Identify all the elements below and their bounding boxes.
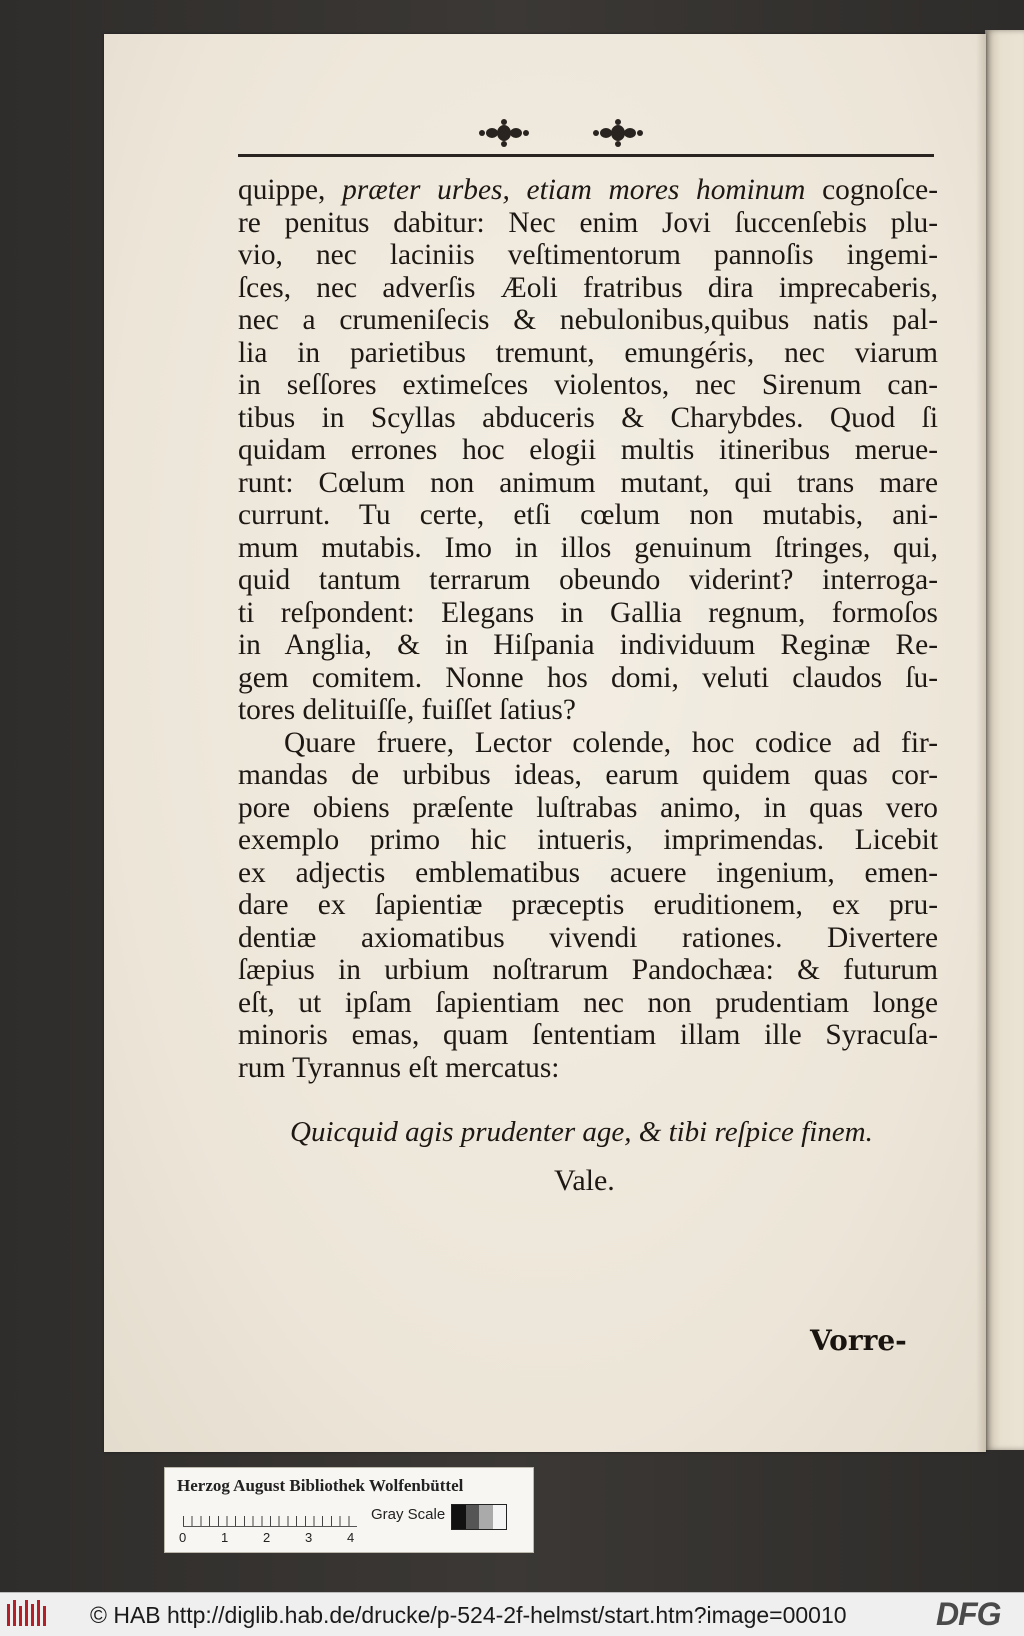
header-rule [238, 154, 934, 157]
text-run: minoris emas, quam ſententiam illam ille Syracuſa- [238, 1019, 938, 1051]
text-line [238, 857, 938, 890]
text-line [238, 174, 938, 207]
card-title: Herzog August Bibliothek Wolfenbüttel [177, 1476, 464, 1495]
closing-vale: Vale. [554, 1164, 615, 1197]
fleuron-left-icon [476, 118, 532, 148]
text-line [238, 792, 938, 825]
text-line [238, 727, 938, 760]
page-shadow [976, 34, 986, 1452]
text-line [238, 207, 938, 240]
hab-logo-icon [6, 1598, 50, 1630]
text-line [238, 369, 938, 402]
body-text [238, 174, 938, 1084]
header-ornaments [104, 118, 986, 158]
ruler-number: 3 [305, 1530, 313, 1545]
text-run: mum mutabis. Imo in illos genuinum ſtringes, qui, [238, 531, 938, 564]
text-line [238, 662, 938, 695]
text-line [238, 304, 938, 337]
book-page [104, 34, 986, 1452]
text-run: pore obiens præſente luſtrabas animo, in quas vero [238, 791, 938, 824]
text-run: dare ex ſapientiæ præceptis eruditionem, ex pru- [238, 889, 938, 921]
gray-patch [493, 1505, 507, 1529]
text-run: runt: Cœlum non animum mutant, qui trans mare [238, 466, 938, 499]
ruler-number: 4 [347, 1530, 355, 1545]
text-line [238, 402, 938, 435]
italic-phrase: præter urbes, etiam mores hominum [342, 174, 806, 206]
text-line [238, 694, 938, 727]
text-line [238, 564, 938, 597]
text-line [238, 759, 938, 792]
catchword: Vorre- [810, 1324, 907, 1357]
scale-ruler [183, 1506, 357, 1527]
text-line [238, 889, 938, 922]
text-run: in Anglia, & in Hiſpania individuum Reginæ Re- [238, 629, 938, 661]
text-run: gem comitem. Nonne hos domi, veluti claudos ſu- [238, 661, 938, 694]
text-line [238, 434, 938, 467]
text-line [238, 499, 938, 532]
text-run: rum Tyrannus eſt mercatus: [238, 1051, 560, 1084]
gray-patch [466, 1505, 480, 1529]
dfg-logo: DFG [936, 1596, 1001, 1632]
text-line [238, 629, 938, 662]
facing-page-edge [985, 30, 1024, 1450]
text-line [238, 239, 938, 272]
text-line [238, 1052, 938, 1085]
source-link[interactable]: © HAB http://diglib.hab.de/drucke/p-524-2f-helmst/start.htm?image=00010 [90, 1602, 847, 1628]
text-run: tores delituiſſe, fuiſſet ſatius? [238, 694, 576, 726]
text-run: quippe, [238, 174, 343, 206]
ruler-number: 0 [179, 1530, 187, 1545]
text-run: ti reſpondent: Elegans in Gallia regnum, formoſos [238, 596, 938, 629]
text-run: cognoſce- [805, 174, 939, 206]
motto: Quicquid agis prudenter age, & tibi reſpice finem. [290, 1116, 873, 1148]
ruler-number: 2 [263, 1530, 271, 1545]
text-run: eſt, ut ipſam ſapientiam nec non prudentiam longe [238, 986, 938, 1019]
text-run: dentiæ axiomatibus vivendi rationes. Divertere [238, 921, 938, 954]
ruler-number: 1 [221, 1530, 229, 1545]
text-line [238, 1019, 938, 1052]
text-run: nec a crumeniſecis & nebulonibus,quibus natis pal- [238, 304, 938, 336]
gray-patch [452, 1505, 466, 1529]
text-run: ex adjectis emblematibus acuere ingenium, emen- [238, 856, 938, 889]
text-line [238, 272, 938, 305]
text-run: tibus in Scyllas abduceris & Charybdes. Quod ſi [238, 401, 938, 434]
text-run: ſces, nec adverſis Æoli fratribus dira imprecaberis, [238, 271, 938, 304]
text-run: quidam errones hoc elogii multis itineribus merue- [238, 434, 938, 466]
text-run: lia in parietibus tremunt, emungéris, nec viarum [238, 336, 938, 369]
text-line [238, 824, 938, 857]
text-line [238, 987, 938, 1020]
text-line [238, 467, 938, 500]
text-line [238, 922, 938, 955]
color-calibration-card [164, 1467, 534, 1553]
text-run: quid tantum terrarum obeundo viderint? interroga- [238, 564, 938, 596]
text-run: mandas de urbibus ideas, earum quidem quas cor- [238, 759, 938, 791]
text-run: in seſſores extimeſces violentos, nec Sirenum can- [238, 369, 938, 401]
gray-scale-swatch [451, 1504, 507, 1530]
text-run: ſæpius in urbium noſtrarum Pandochæa: & futurum [238, 954, 938, 986]
fleuron-right-icon [590, 118, 646, 148]
text-run: currunt. Tu certe, etſi cœlum non mutabis, ani- [238, 499, 938, 531]
text-line [238, 532, 938, 565]
text-line [238, 337, 938, 370]
text-line [238, 597, 938, 630]
text-line [238, 954, 938, 987]
text-run: re penitus dabitur: Nec enim Jovi ſuccenſebis plu- [238, 206, 938, 239]
gray-scale-label: Gray Scale [371, 1506, 446, 1523]
gray-patch [479, 1505, 493, 1529]
footer-bar [0, 1592, 1024, 1636]
text-run: Quare fruere, Lector colende, hoc codice ad fir- [284, 726, 938, 759]
text-run: vio, nec laciniis veſtimentorum pannoſis ingemi- [238, 239, 938, 271]
text-run: exemplo primo hic intueris, imprimendas. Licebit [238, 824, 938, 856]
